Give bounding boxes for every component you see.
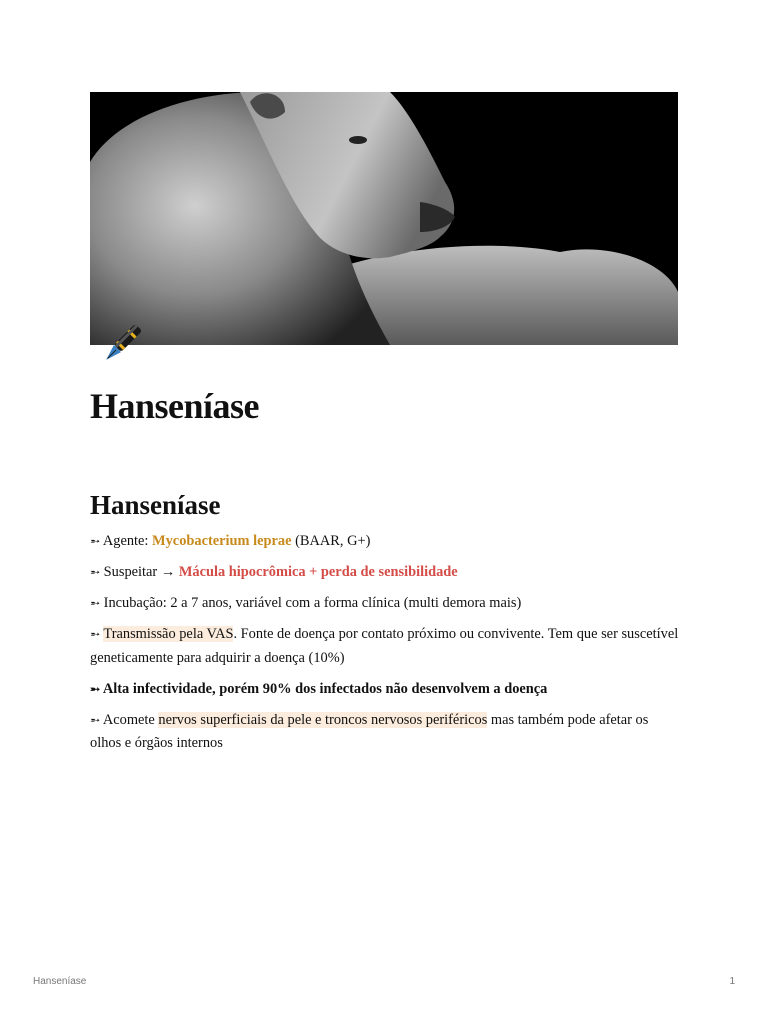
lion-photo <box>90 92 678 345</box>
cover-image <box>90 92 678 345</box>
item-text: mas também pode afetar os olhos e órgãos internos <box>90 711 649 751</box>
list-item <box>90 623 680 670</box>
list-item <box>90 592 680 616</box>
highlight-text: Mycobacterium leprae <box>152 533 292 549</box>
highlight-text: Transmissão pela VAS <box>103 626 234 642</box>
footer-title: Hanseníase <box>33 976 87 987</box>
item-text: Alta infectividade, porém 90% dos infectados não desenvolvem a doença <box>102 680 548 697</box>
item-text: Acomete <box>102 711 159 728</box>
page-number: 1 <box>729 976 735 987</box>
highlight-text: Mácula hipocrômica + perda de sensibilidade <box>178 564 458 580</box>
highlight-text: nervos superficiais da pele e troncos nervosos periféricos <box>158 711 488 728</box>
list-item <box>90 561 680 585</box>
item-text: . Fonte de doença por contato próximo ou convivente. Tem que ser suscetível geneticamente para adquirir a doença (10%) <box>90 626 679 666</box>
section-heading: Hanseníase <box>90 490 221 520</box>
arrow-icon: ➵ <box>90 596 101 610</box>
arrow-icon: ➵ <box>90 534 101 548</box>
arrow-icon: ➵ <box>90 627 101 641</box>
arrow-icon: ➵ <box>90 565 101 579</box>
item-text: Suspeitar → <box>103 564 179 580</box>
arrow-icon: ➵ <box>90 681 101 696</box>
item-text: (BAAR, G+) <box>291 533 371 549</box>
list-item <box>90 530 680 554</box>
list-item <box>90 678 680 702</box>
list-item <box>90 709 680 756</box>
page-title: Hanseníase <box>90 386 260 426</box>
item-text: Incubação: 2 a 7 anos, variável com a forma clínica (multi demora mais) <box>103 595 522 611</box>
arrow-icon: ➵ <box>90 712 101 727</box>
item-text: Agente: <box>102 533 153 549</box>
fountain-pen-icon <box>94 318 148 372</box>
content-body <box>90 530 680 763</box>
